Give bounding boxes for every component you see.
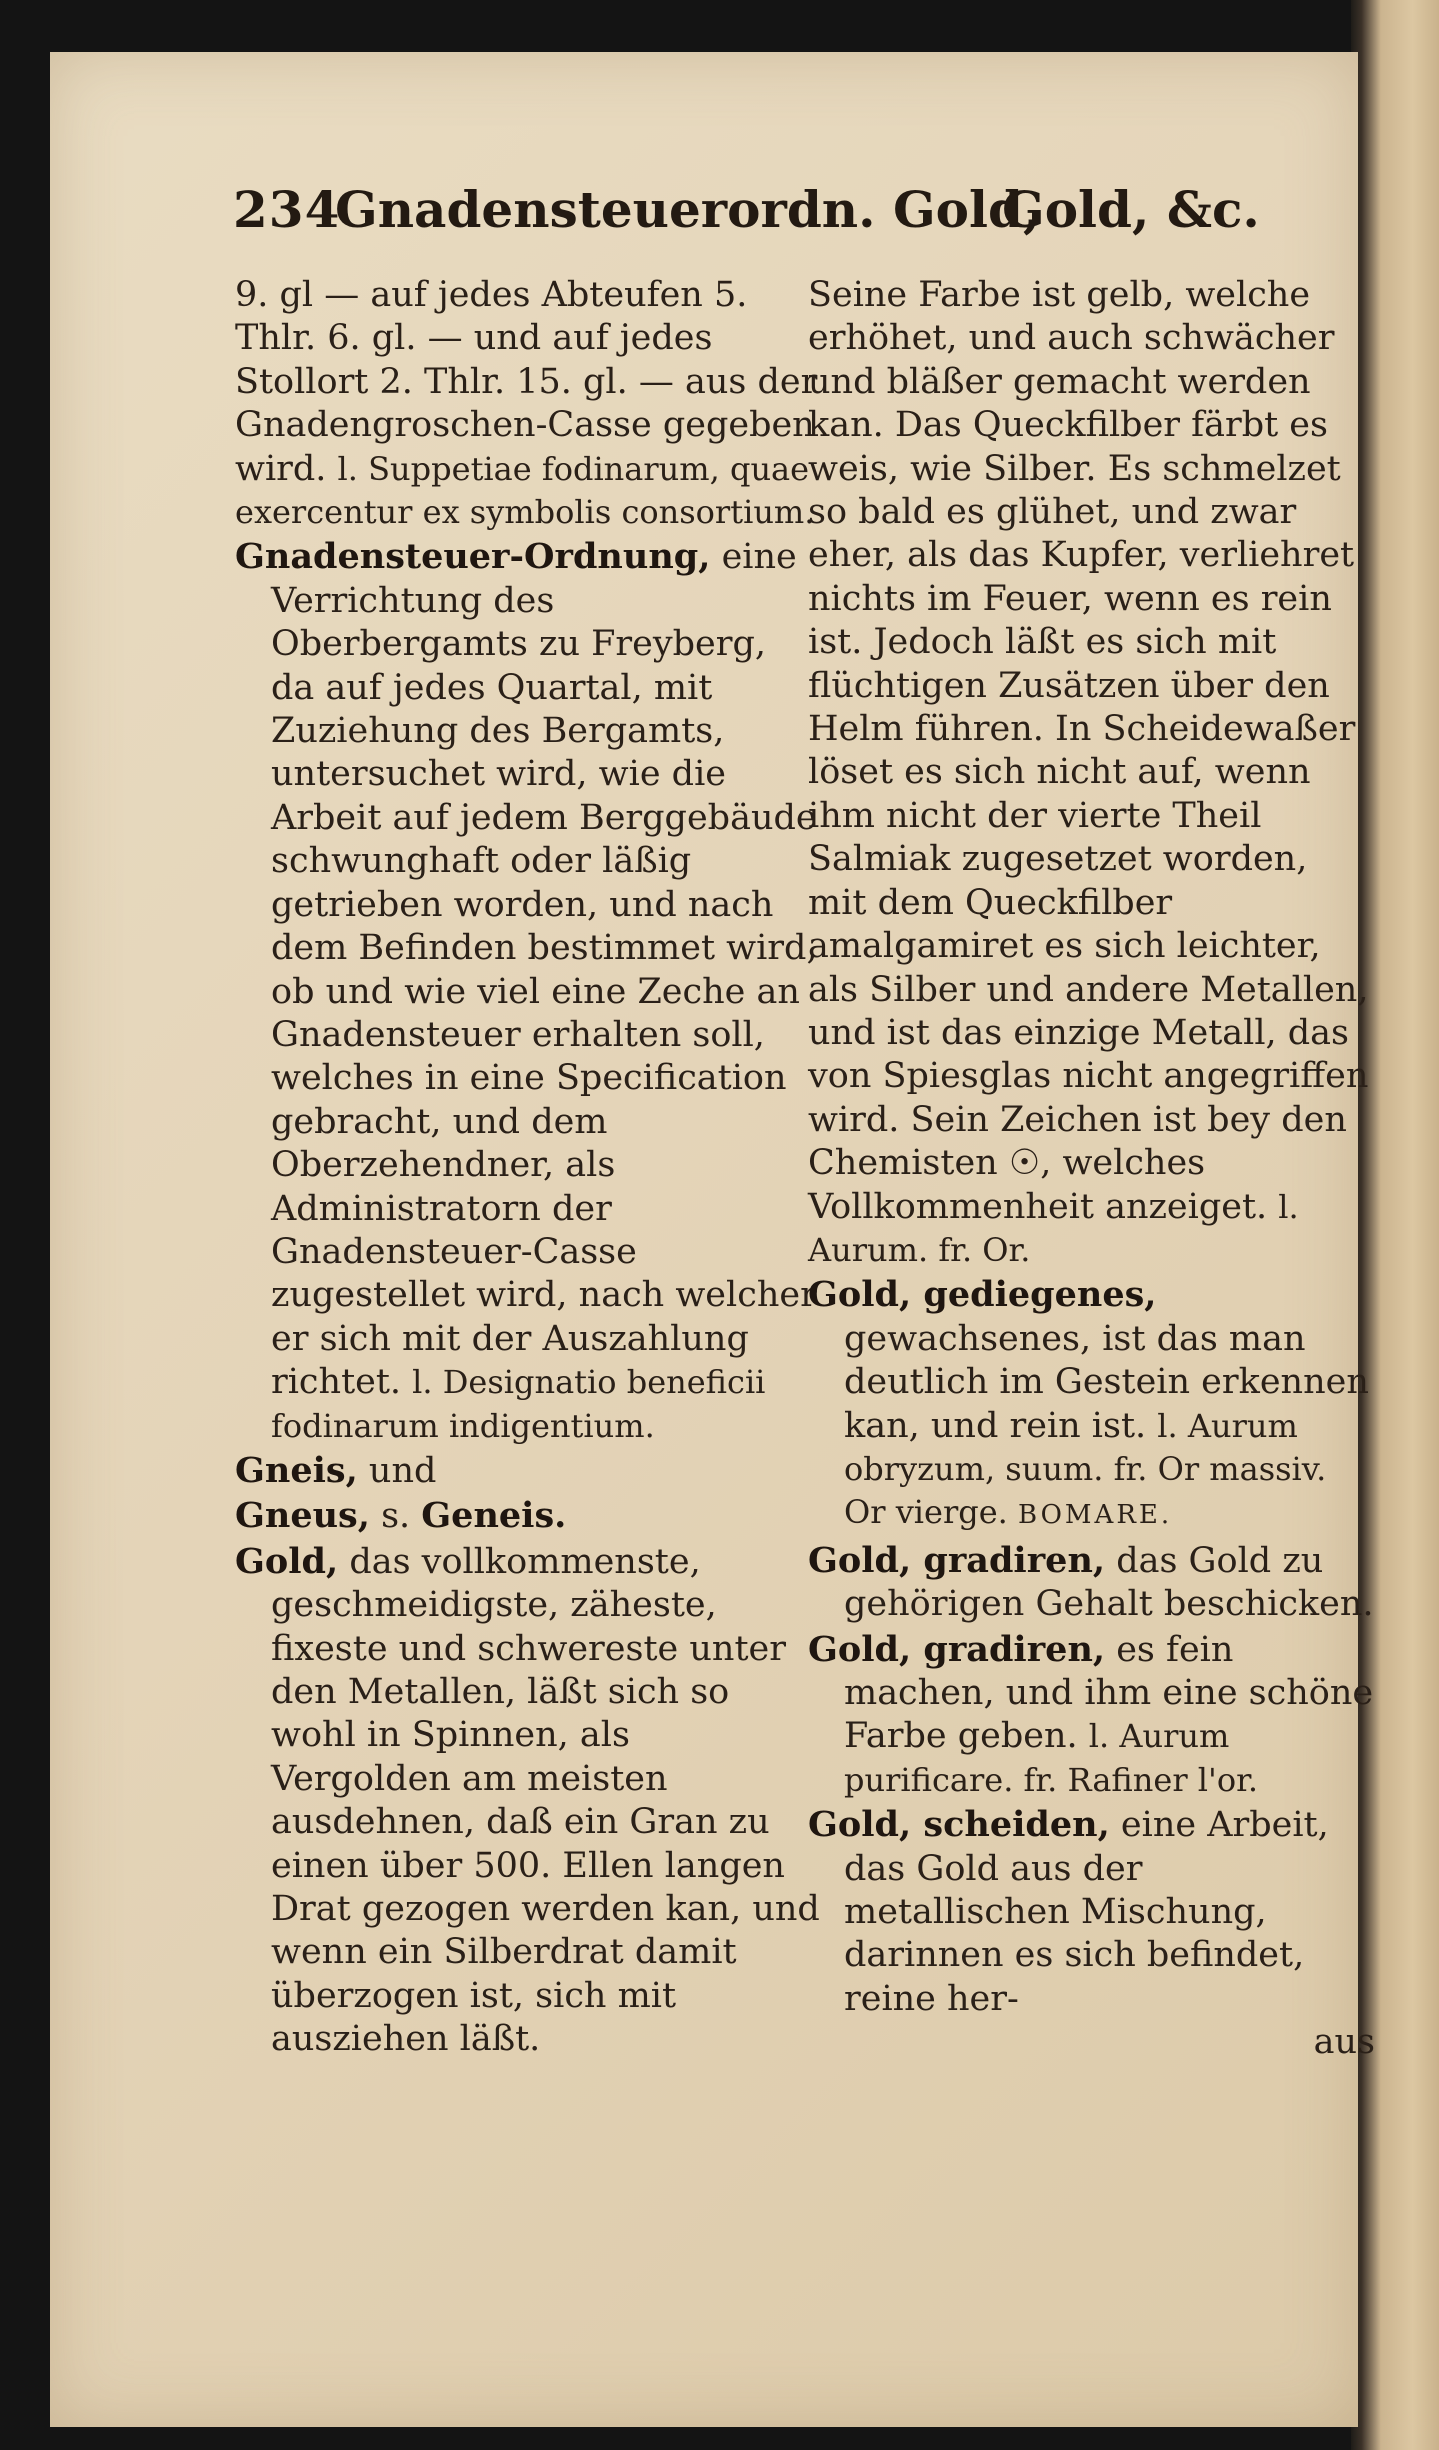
latin-gloss: l. Aurum obryzum, suum. fr. Or massiv. Or vierge. (844, 1406, 1327, 1532)
left-column (235, 274, 820, 2062)
entry-gold-gradiren-2 (808, 1628, 1375, 1803)
entry-gold-gediegenes (808, 1273, 1375, 1537)
entry-term: Gneus, (235, 1495, 370, 1537)
page-number: 234 (233, 180, 341, 239)
entry-term: Gold, gradiren, (808, 1628, 1106, 1670)
entry-gold-gradiren-1 (808, 1539, 1375, 1627)
latin-gloss: l. Aurum purificare. fr. Rafiner l'or. (844, 1717, 1259, 1799)
entry-text: es fein machen, und ihm eine schöne Farbe geben. (844, 1629, 1374, 1757)
entry-text: s. (369, 1496, 422, 1537)
page-header (50, 52, 1358, 252)
entry-term: Gneis, (235, 1449, 358, 1491)
entry-text: 9. gl — auf jedes Abteufen 5. Thlr. 6. gl. — und auf jedes Stollort 2. Thlr. 15. gl. — aus der Gnadengroschen-Casse gegeben wird. (235, 275, 818, 489)
entry-term: Gold, (235, 1540, 339, 1582)
running-head-left: Gnadensteuerordn. Gold, (335, 180, 1041, 239)
entry-gneus (235, 1494, 820, 1538)
book-page (50, 52, 1375, 2427)
source-citation: BOMARE. (1018, 1500, 1173, 1531)
entry-text: das Gold zu gehörigen Gehalt beschicken. (844, 1540, 1374, 1625)
entry-text: eine Arbeit, das Gold aus der metallischen Mischung, darinnen es sich befindet, reine her- (844, 1805, 1329, 2019)
entry-text: eine Verrichtung des Oberbergamts zu Freyberg, da auf jedes Quartal, mit Zuziehung des Bergamts, untersuchet wird, wie die Arbeit auf jedem Berggebäude schwunghaft oder läßig getrieben worden, und nach dem Befinden bestimmet wird, ob und wie viel eine Zeche an Gnadensteuer erhalten soll, welches in eine Specification gebracht, und dem Oberzehendner, als Administratorn der Gnadensteuer-Casse zugestellet wird, nach welcher er sich mit der Auszahlung richtet. (271, 537, 818, 1403)
entry-continuation (235, 274, 820, 534)
entry-term: Gold, gediegenes, (808, 1274, 1157, 1316)
catchword: aus (1313, 2022, 1375, 2063)
entry-term: Gold, gradiren, (808, 1539, 1106, 1581)
entry-gnadensteuer-ordnung (235, 535, 820, 1448)
entry-gneis (235, 1449, 820, 1493)
entry-text: Seine Farbe ist gelb, welche erhöhet, und auch schwächer und bläßer gemacht werden kan. Das Queckfilber färbt es weis, wie Silber. Es schmelzet so bald es glühet, und zwar eher, als das Kupfer, verliehret nichts im Feuer, wenn es rein ist. Jedoch läßt es sich mit flüchtigen Zusätzen über den Helm führen. In Scheidewaßer löset es sich nicht auf, wenn ihm nicht der vierte Theil Salmiak zugesetzet worden, mit dem Queckfilber amalgamiret es sich leichter, als Silber und andere Metallen, und ist das einzige Metall, das von Spiesglas nicht angegriffen wird. Sein Zeichen ist bey den Chemisten ☉, welches Vollkommenheit anzeiget. (808, 275, 1369, 1227)
latin-gloss: l. Suppetiae fodinarum, quae exercentur ex symbolis consortium. (235, 449, 815, 532)
entry-term: Gnadensteuer-Ordnung, (235, 536, 711, 578)
latin-gloss: l. Aurum. fr. Or. (808, 1187, 1299, 1269)
entry-term: Gold, scheiden, (808, 1804, 1110, 1846)
latin-gloss: l. Designatio beneficii fodinarum indigentium. (271, 1363, 766, 1445)
entry-text: und (357, 1450, 437, 1491)
entry-text: gewachsenes, ist das man deutlich im Gestein erkennen kan, und rein ist. (844, 1318, 1369, 1446)
running-head-right: Gold, &c. (1002, 180, 1260, 239)
entry-continuation (808, 274, 1375, 1272)
entry-gold-scheiden (808, 1803, 1375, 2021)
cross-reference: Geneis. (421, 1495, 567, 1537)
right-column (808, 274, 1375, 2065)
entry-gold (235, 1540, 820, 2062)
entry-text: das vollkommenste, geschmeidigste, zäheste, fixeste und schwereste unter den Metallen, läßt sich so wohl in Spinnen, als Vergolden am meisten ausdehnen, daß ein Gran zu einen über 500. Ellen langen Drat gezogen werden kan, und wenn ein Silberdrat damit überzogen ist, sich mit ausziehen läßt. (271, 1541, 820, 2060)
